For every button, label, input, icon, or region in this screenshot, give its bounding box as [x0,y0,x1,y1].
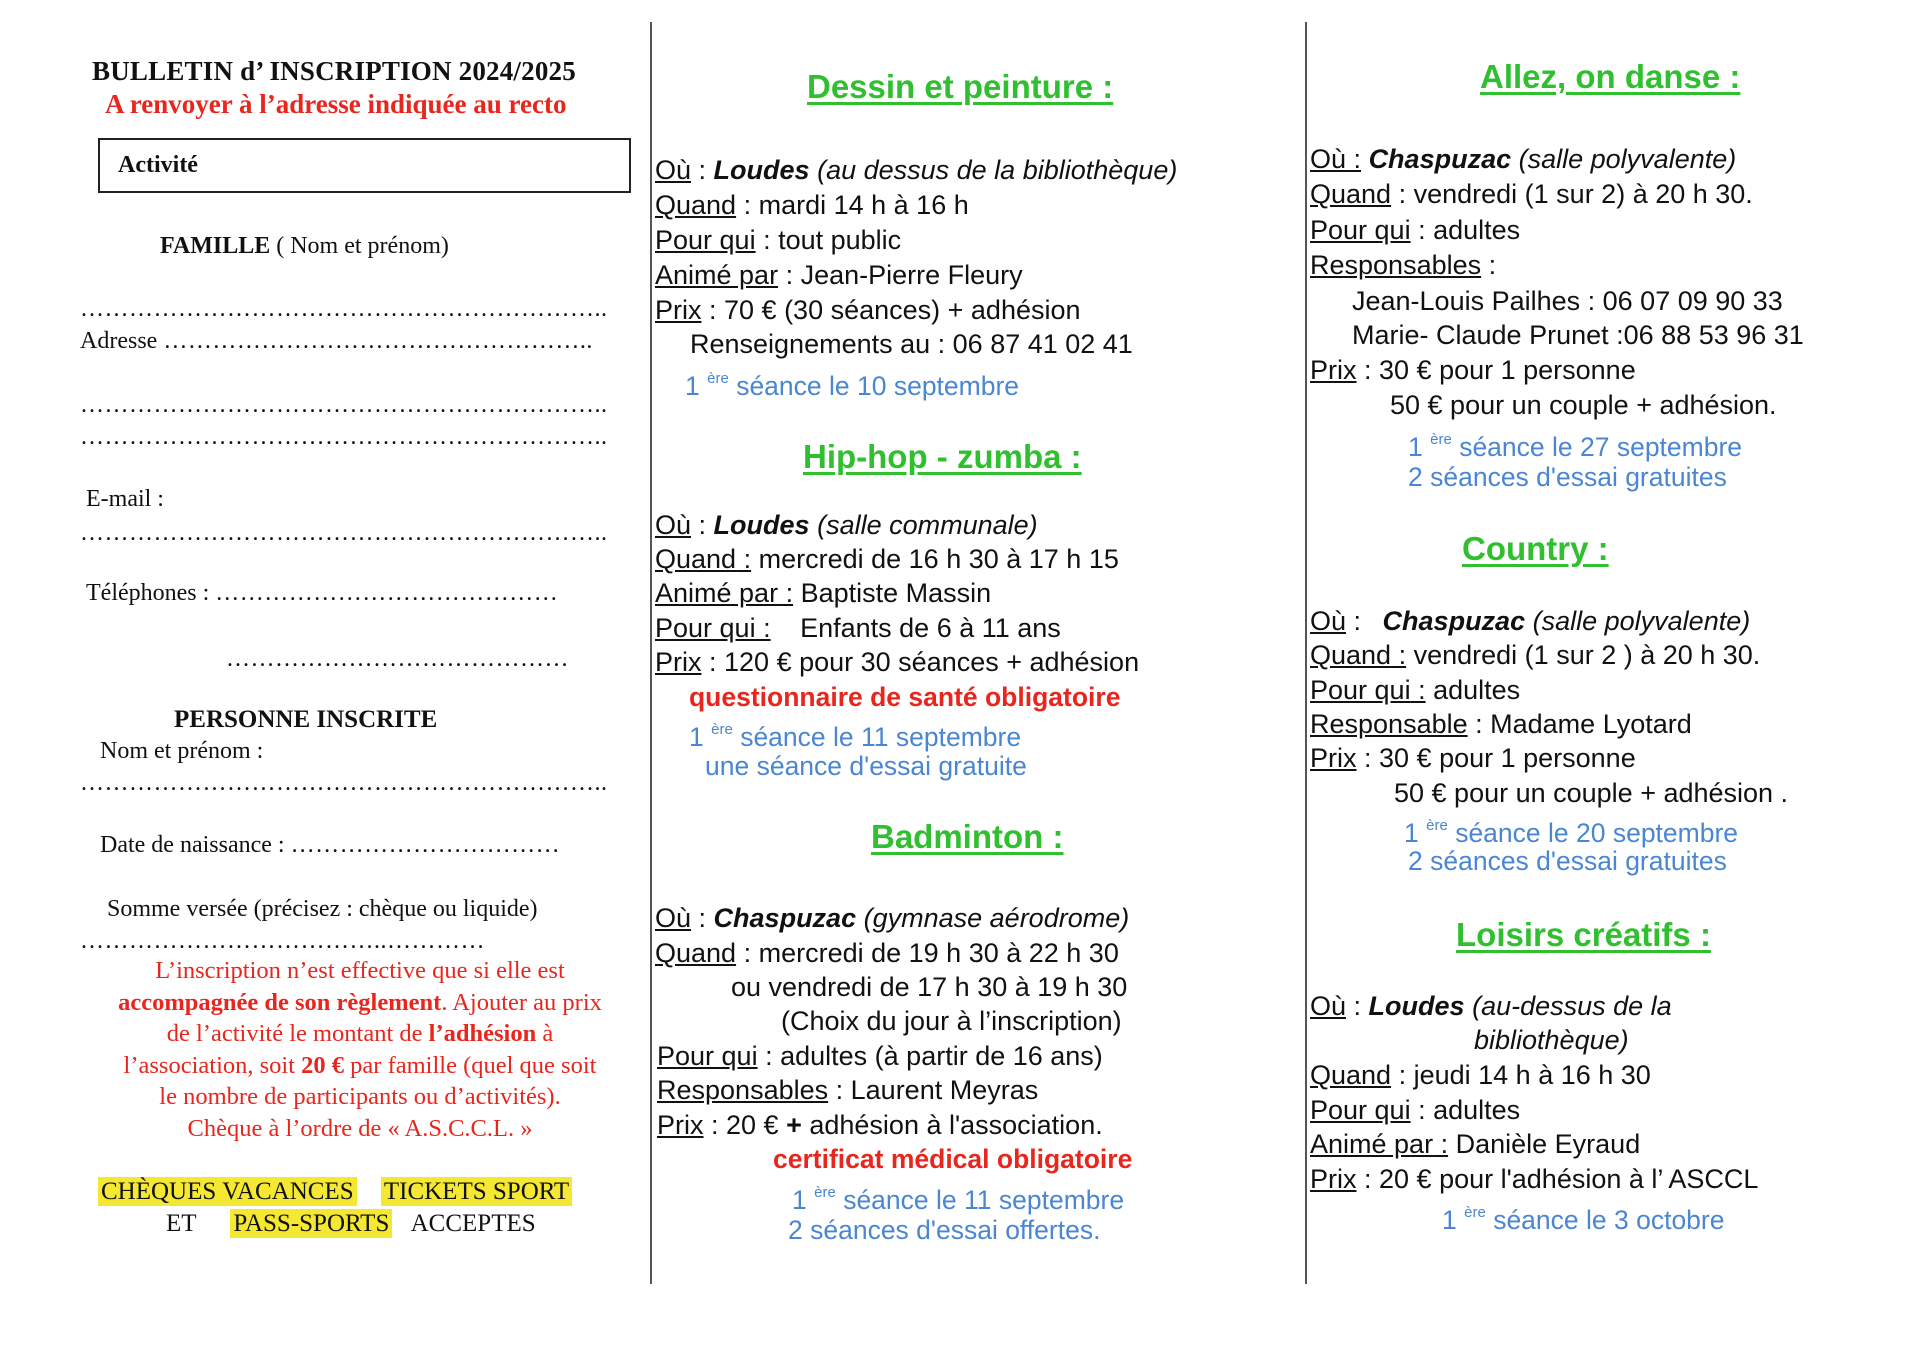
hiphop-prix [655,646,1139,679]
badminton-prix-c: adhésion à l'association. [801,1110,1103,1140]
dessin-pour-qui-value: : tout public [763,225,902,255]
pour-qui-label: Pour qui [1310,675,1411,705]
hiphop-quand-value: mercredi de 16 h 30 à 17 h 15 [758,544,1119,574]
bulletin-title: BULLETIN d’ INSCRIPTION 2024/2025 [92,56,576,86]
country-seance-text: séance le 20 septembre [1455,817,1739,848]
cheques-vacances-badge: CHÈQUES VACANCES [98,1177,357,1206]
para-bold-adhesion: l’adhésion [428,1020,537,1047]
badminton-seance [792,1178,1124,1217]
adresse-field[interactable]: …………………………………………….. [163,328,593,354]
personne-heading: PERSONNE INSCRITE [174,706,438,733]
seance-num: 1 [1442,1204,1457,1235]
quand-label: Quand [1310,640,1392,670]
para-line-1: L’inscription n’est effective que si elle est [155,957,565,984]
danse-place: Chaspuzac [1368,144,1512,174]
responsables-label: Responsables [1310,250,1482,280]
badminton-quand [655,937,1119,970]
prix-label: Prix [1310,1164,1357,1194]
loisirs-place-detail-2: bibliothèque) [1474,1025,1629,1055]
famille-label: FAMILLE [160,233,271,259]
loisirs-pour-qui [1310,1094,1520,1127]
pass-sports-badge: PASS-SPORTS [230,1209,392,1238]
seance-sup: ère [814,1184,836,1201]
activite-field[interactable] [98,138,631,193]
pour-qui-label: Pour qui [1310,1095,1411,1125]
responsable-label: Responsable [1310,709,1468,739]
pour-qui-label: Pour qui [655,613,756,643]
dessin-renseignements: Renseignements au : 06 87 41 02 41 [690,329,1133,359]
famille-paren: ( Nom et prénom) [276,233,449,259]
payment-row-2 [166,1210,536,1238]
adresse-row [80,328,593,355]
hiphop-questionnaire: questionnaire de santé obligatoire [689,682,1121,712]
country-ou: Où : Chaspuzac (salle polyvalente) [1310,606,1751,636]
pour-qui-label: Pour qui [1310,215,1411,245]
bulletin-column [0,0,650,1358]
loisirs-place: Loudes [1368,991,1465,1021]
danse-pour-qui [1310,214,1520,247]
para-text-4c: par famille (quel que soit [344,1051,597,1079]
responsables-label: Responsables [657,1075,829,1105]
badminton-resp-value: : Laurent Meyras [835,1075,1039,1105]
activities-column-middle [655,0,1305,1358]
seance-sup: ère [711,721,733,738]
para-line-3 [70,1018,650,1050]
loisirs-quand-value: : jeudi 14 h à 16 h 30 [1398,1060,1651,1090]
badminton-certificat: certificat médical obligatoire [773,1144,1133,1174]
loisirs-quand [1310,1059,1651,1092]
prix-label: Prix [655,295,702,325]
prix-label: Prix [657,1110,704,1140]
badminton-prix-plus: + [786,1110,802,1140]
country-heading: Country : [1462,530,1609,567]
nom-label: Nom et prénom : [100,738,264,764]
para-line-5: le nombre de participants ou d’activités). [159,1083,561,1110]
para-line-2 [70,987,650,1019]
pour-qui-label: Pour qui [657,1041,758,1071]
ou-label-colon: Où : [1310,144,1362,174]
activities-column-right [1310,0,1910,1358]
para-line-4 [70,1050,650,1082]
loisirs-anime [1310,1128,1640,1161]
hiphop-heading: Hip-hop - zumba : [803,438,1082,475]
telephones-field-2[interactable]: …………………………………… [226,646,569,672]
badminton-responsables [657,1074,1038,1107]
ou-label: Où [1310,144,1347,174]
reglement-paragraph [70,955,650,1144]
anime-par-label: Animé par [655,260,779,290]
para-line-6: Chèque à l’ordre de « A.S.C.C.L. » [187,1114,533,1142]
dessin-ou: Où : Loudes (au dessus de la bibliothèque) [655,155,1178,185]
ou-label: Où [1310,606,1347,636]
country-pour-qui [1310,674,1520,707]
danse-pour-qui-value: : adultes [1418,215,1521,245]
quand-label: Quand [655,190,737,220]
quand-label: Quand [655,938,737,968]
danse-prix-1: : 30 € pour 1 personne [1364,355,1636,385]
badminton-place: Chaspuzac [713,903,857,933]
danse-place-detail: (salle polyvalente) [1518,144,1737,174]
danse-quand [1310,178,1753,211]
badminton-prix [657,1109,1103,1142]
ou-label: Où [655,155,692,185]
telephones-field[interactable]: …………………………………… [215,580,559,606]
hiphop-place: Loudes [713,510,810,540]
country-pour-qui-value: adultes [1433,675,1521,705]
pour-qui-label: Pour qui [655,225,756,255]
seance-num: 1 [1404,817,1419,848]
telephones-label: Téléphones : [86,580,210,606]
hiphop-quand [655,543,1119,576]
anime-label-colon: Animé par : [1310,1129,1449,1159]
dessin-heading: Dessin et peinture : [807,68,1114,105]
dessin-place-detail: (au dessus de la bibliothèque) [817,155,1178,185]
quand-label: Quand [655,544,737,574]
dessin-anime-value: : Jean-Pierre Fleury [785,260,1023,290]
badminton-prix-a: : 20 € [711,1110,787,1140]
quand-label-colon: Quand : [1310,640,1407,670]
prix-label: Prix [655,647,702,677]
hiphop-seance-text: séance le 11 septembre [740,721,1022,752]
badminton-essai: 2 séances d'essai offertes. [788,1215,1101,1245]
danse-quand-value: : vendredi (1 sur 2) à 20 h 30. [1398,179,1753,209]
danse-resp-2: Marie- Claude Prunet :06 88 53 96 31 [1352,320,1804,350]
country-responsable: Responsable : Madame Lyotard [1310,709,1692,739]
adresse-field-3[interactable]: ……………………………………………………….. [80,424,608,450]
prix-label: Prix [1310,355,1357,385]
anime-par-label: Animé par [1310,1129,1434,1159]
adresse-field-2[interactable]: ……………………………………………………….. [80,392,608,418]
activite-label: Activité [118,152,198,178]
country-quand-value: vendredi (1 sur 2 ) à 20 h 30. [1413,640,1761,670]
adresse-label: Adresse [80,328,158,354]
hiphop-pour-qui [655,612,1061,645]
hiphop-anime [655,577,991,610]
para-bold-amount: 20 € [301,1051,345,1079]
badminton-ou: Où : Chaspuzac (gymnase aérodrome) [655,903,1130,933]
quand-label-colon: Quand : [655,544,752,574]
seance-num: 1 [689,721,704,752]
badminton-quand-3: (Choix du jour à l’inscription) [781,1006,1122,1036]
country-seance [1404,811,1738,850]
seance-sup: ère [1464,1204,1486,1221]
danse-essai: 2 séances d'essai gratuites [1408,462,1727,492]
danse-prix-2: 50 € pour un couple + adhésion. [1390,390,1777,420]
hiphop-prix-value: : 120 € pour 30 séances + adhésion [709,647,1140,677]
country-place-detail: (salle polyvalente) [1532,606,1751,636]
country-prix [1310,742,1636,775]
dessin-prix [655,294,1081,327]
somme-label: Somme versée (précisez : chèque ou liquide) [107,896,538,922]
badminton-quand-2: ou vendredi de 17 h 30 à 19 h 30 [731,972,1128,1002]
loisirs-heading: Loisirs créatifs : [1456,916,1711,953]
seance-num: 1 [1408,431,1423,462]
seance-sup: ère [1430,431,1452,448]
badminton-place-detail: (gymnase aérodrome) [863,903,1130,933]
acceptes-text: ACCEPTES [410,1210,536,1237]
bulletin-subtitle: A renvoyer à l’adresse indiquée au recto [105,89,567,119]
country-essai: 2 séances d'essai gratuites [1408,846,1727,876]
prix-label: Prix [1310,743,1357,773]
famille-heading [160,233,449,260]
danse-ou [1310,143,1736,176]
badminton-heading: Badminton : [871,818,1064,855]
seance-num: 1 [685,370,700,401]
ou-label: Où [1310,991,1347,1021]
dessin-pour-qui [655,224,901,257]
nom-field[interactable]: ……………………………………………………….. [80,770,608,796]
danse-resp-1: Jean-Louis Pailhes : 06 07 09 90 33 [1352,286,1783,316]
dessin-anime [655,259,1023,292]
ou-label: Où [655,903,692,933]
quand-label: Quand [1310,1060,1392,1090]
column-divider-2 [1305,22,1307,1284]
telephones-row [86,580,558,607]
dessin-place: Loudes [713,155,810,185]
column-divider-1 [650,22,652,1284]
danse-heading: Allez, on danse : [1480,58,1741,95]
hiphop-essai: une séance d'essai gratuite [705,751,1027,781]
somme-field[interactable]: ………………………………..………… [80,928,485,954]
dessin-seance [685,364,1019,403]
para-text-3c: à [536,1020,554,1047]
seance-sup: ère [707,370,729,387]
hiphop-place-detail: (salle communale) [817,510,1038,540]
danse-prix [1310,354,1636,387]
danse-seance [1408,425,1742,464]
loisirs-ou: Où : Loudes (au-dessus de la [1310,991,1672,1021]
loisirs-seance-text: séance le 3 octobre [1493,1204,1725,1235]
pour-qui-label-colon: Pour qui : [655,613,771,643]
danse-responsables: Responsables : [1310,250,1497,280]
tickets-sport-badge: TICKETS SPORT [381,1177,572,1206]
naissance-field[interactable]: …………………………… [290,832,561,858]
anime-label-colon: Animé par : [655,578,794,608]
para-text-4: l’association, soit [123,1051,302,1079]
dessin-prix-value: : 70 € (30 séances) + adhésion [709,295,1081,325]
email-label: E-mail : [86,486,164,512]
loisirs-anime-value: Danièle Eyraud [1455,1129,1641,1159]
hiphop-ou: Où : Loudes (salle communale) [655,510,1038,540]
loisirs-prix [1310,1163,1758,1196]
para-text-2: . Ajouter au prix [441,988,602,1016]
country-prix-1: : 30 € pour 1 personne [1364,743,1636,773]
loisirs-prix-value: : 20 € pour l'adhésion à l’ ASCCL [1364,1164,1759,1194]
hiphop-seance [689,715,1021,754]
badminton-quand-value: : mercredi de 19 h 30 à 22 h 30 [743,938,1119,968]
para-text-3: de l’activité le montant de [166,1020,429,1047]
dessin-seance-text: séance le 10 septembre [736,370,1020,401]
et-text: ET [166,1210,197,1237]
loisirs-pour-qui-value: : adultes [1418,1095,1521,1125]
hiphop-anime-value: Baptiste Massin [800,578,992,608]
payment-row-1 [98,1178,572,1206]
dessin-quand-value: : mardi 14 h à 16 h [743,190,969,220]
anime-par-label: Animé par [655,578,779,608]
loisirs-place-detail: (au-dessus de la [1472,991,1672,1021]
country-quand [1310,639,1760,672]
hiphop-pour-qui-value: Enfants de 6 à 11 ans [800,613,1061,643]
email-field[interactable]: ……………………………………………………….. [80,520,608,546]
badminton-pour-qui [657,1040,1103,1073]
seance-sup: ère [1426,817,1448,834]
danse-seance-text: séance le 27 septembre [1459,431,1743,462]
country-resp-value: Madame Lyotard [1490,709,1692,739]
country-prix-2: 50 € pour un couple + adhésion . [1394,778,1789,808]
country-place: Chaspuzac [1382,606,1526,636]
badminton-seance-text: séance le 11 septembre [843,1184,1125,1215]
dessin-quand [655,189,969,222]
badminton-pour-qui-value: : adultes (à partir de 16 ans) [765,1041,1103,1071]
naissance-label: Date de naissance : [100,832,285,858]
seance-num: 1 [792,1184,807,1215]
quand-label: Quand [1310,179,1392,209]
loisirs-seance [1442,1198,1724,1237]
pour-qui-label-colon: Pour qui : [1310,675,1426,705]
para-bold-reglement: accompagnée de son règlement [118,988,442,1016]
ou-label: Où [655,510,692,540]
famille-field[interactable]: ……………………………………………………….. [80,296,608,322]
naissance-row [100,832,560,859]
